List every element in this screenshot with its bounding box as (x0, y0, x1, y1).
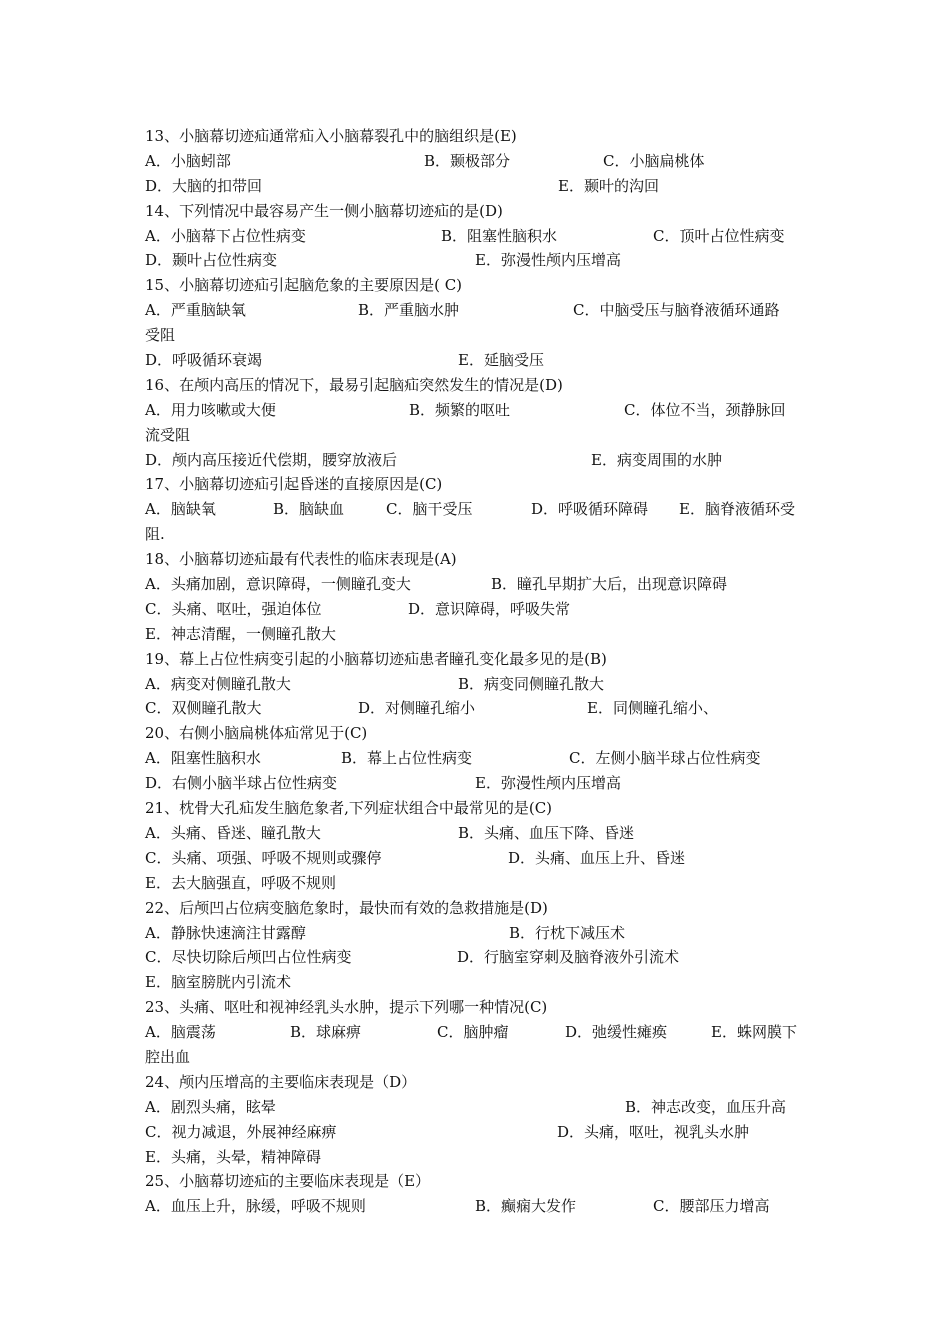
option-c: C．尽快切除后颅凹占位性病变 (145, 948, 352, 967)
option-e: E．颞叶的沟回 (558, 176, 659, 195)
question-15-options-row-3 (145, 348, 810, 373)
option-e-continued: 阻. (145, 525, 165, 544)
option-c: C．左侧小脑半球占位性病变 (569, 749, 761, 768)
question-23-options-row-1 (145, 1020, 810, 1045)
option-c: C．小脑扁桃体 (603, 151, 705, 170)
question-18-options-row-3 (145, 622, 810, 647)
question-20-options-row-2 (145, 771, 810, 796)
option-c: C．头痛、呕吐，强迫体位 (145, 599, 322, 618)
option-e: E．头痛，头晕，精神障碍 (145, 1147, 321, 1166)
option-d: D．呼吸循环衰竭 (145, 351, 263, 370)
option-b: B．阻塞性脑积水 (441, 226, 558, 245)
option-b: B．病变同侧瞳孔散大 (458, 674, 605, 693)
question-24-options-row-1 (145, 1095, 810, 1120)
question-24-options-row-2 (145, 1120, 810, 1145)
question-13-options-row-2 (145, 174, 810, 199)
option-d: D．对侧瞳孔缩小 (358, 699, 476, 718)
option-a: A．用力咳嗽或大便 (145, 400, 276, 419)
option-b: B．癫痫大发作 (475, 1197, 577, 1216)
document-page (145, 124, 810, 1219)
option-d: D．呼吸循环障碍 (531, 500, 649, 519)
option-a: A．严重脑缺氧 (145, 301, 246, 320)
question-22-stem: 22、后颅凹占位病变脑危象时，最快而有效的急救措施是(D) (145, 898, 548, 917)
option-a: A．脑缺氧 (145, 500, 216, 519)
option-c: C．腰部压力增高 (653, 1197, 770, 1216)
question-23-options-row-2 (145, 1045, 810, 1070)
option-a: A．小脑幕下占位性病变 (145, 226, 306, 245)
option-a: A．病变对侧瞳孔散大 (145, 674, 291, 693)
option-b: B．频繁的呕吐 (409, 400, 511, 419)
option-e: E．蛛网膜下 (711, 1023, 797, 1042)
option-d: D．右侧小脑半球占位性病变 (145, 774, 338, 793)
option-e: E．延脑受压 (458, 351, 544, 370)
question-21-stem: 21、枕骨大孔疝发生脑危象者,下列症状组合中最常见的是(C) (145, 799, 553, 818)
option-b: B．头痛、血压下降、昏迷 (458, 823, 635, 842)
option-a: A．小脑蚓部 (145, 151, 231, 170)
question-17-options-row-1 (145, 497, 810, 522)
option-a: A．阻塞性脑积水 (145, 749, 261, 768)
option-a: A．剧烈头痛，眩晕 (145, 1097, 276, 1116)
option-b: B．行枕下减压术 (509, 923, 626, 942)
option-d: D．颞叶占位性病变 (145, 251, 278, 270)
option-e: E．神志清醒，一侧瞳孔散大 (145, 624, 336, 643)
question-23-stem: 23、头痛、呕吐和视神经乳头水肿，提示下列哪一种情况(C) (145, 998, 548, 1017)
option-e: E．病变周围的水肿 (591, 450, 722, 469)
option-b: B．严重脑水肿 (358, 301, 460, 320)
option-d: D．大脑的扣带回 (145, 176, 263, 195)
option-b: B．瞳孔早期扩大后，出现意识障碍 (491, 575, 728, 594)
option-c: C．中脑受压与脑脊液循环通路 (573, 301, 780, 320)
option-d: D．头痛，呕吐，视乳头水肿 (557, 1122, 750, 1141)
option-b: B．颞极部分 (424, 151, 511, 170)
option-e-continued: 腔出血 (145, 1047, 191, 1066)
question-21-options-row-3 (145, 871, 810, 896)
question-16-options-row-1 (145, 398, 810, 423)
question-21-options-row-1 (145, 821, 810, 846)
option-e: E．弥漫性颅内压增高 (475, 774, 621, 793)
option-b: B．球麻痹 (290, 1023, 362, 1042)
option-a: A．头痛加剧，意识障碍，一侧瞳孔变大 (145, 575, 411, 594)
option-c: C．顶叶占位性病变 (653, 226, 785, 245)
option-c: C．体位不当，颈静脉回 (624, 400, 786, 419)
option-c-continued: 流受阻 (145, 425, 191, 444)
option-e: E．同侧瞳孔缩小、 (587, 699, 718, 718)
option-d: D．弛缓性瘫痪 (565, 1023, 668, 1042)
question-25-stem: 25、小脑幕切迹疝的主要临床表现是（E） (145, 1172, 431, 1191)
question-15-stem: 15、小脑幕切迹疝引起脑危象的主要原因是( C) (145, 276, 463, 295)
question-16-stem: 16、在颅内高压的情况下，最易引起脑疝突然发生的情况是(D) (145, 375, 563, 394)
question-17-options-row-2 (145, 522, 810, 547)
question-19-options-row-1 (145, 672, 810, 697)
question-13-stem: 13、小脑幕切迹疝通常疝入小脑幕裂孔中的脑组织是(E) (145, 127, 517, 145)
option-b: B．脑缺血 (273, 500, 345, 519)
option-c: C．双侧瞳孔散大 (145, 699, 262, 718)
question-15-options-row-1 (145, 298, 810, 323)
option-e: E．弥漫性颅内压增高 (475, 251, 621, 270)
question-18-stem: 18、小脑幕切迹疝最有代表性的临床表现是(A) (145, 550, 457, 569)
question-25-options-row-1 (145, 1194, 810, 1219)
question-20-stem: 20、右侧小脑扁桃体疝常见于(C) (145, 724, 368, 743)
option-c: C．视力减退，外展神经麻痹 (145, 1122, 337, 1141)
question-14-stem: 14、下列情况中最容易产生一侧小脑幕切迹疝的是(D) (145, 201, 503, 220)
option-e: E．脑室膀胱内引流术 (145, 973, 291, 992)
option-d: D．行脑室穿刺及脑脊液外引流术 (457, 948, 680, 967)
question-22-options-row-2 (145, 945, 810, 970)
question-22-options-row-3 (145, 970, 810, 995)
question-24-stem: 24、颅内压增高的主要临床表现是（D） (145, 1072, 417, 1091)
question-21-options-row-2 (145, 846, 810, 871)
option-d: D．颅内高压接近代偿期，腰穿放液后 (145, 450, 398, 469)
question-22-options-row-1 (145, 921, 810, 946)
question-16-options-row-2 (145, 423, 810, 448)
question-17-stem: 17、小脑幕切迹疝引起昏迷的直接原因是(C) (145, 475, 443, 494)
option-b: B．幕上占位性病变 (341, 749, 473, 768)
option-d: D．头痛、血压上升、昏迷 (508, 848, 686, 867)
option-a: A．头痛、昏迷、瞳孔散大 (145, 823, 321, 842)
question-20-options-row-1 (145, 746, 810, 771)
option-d: D．意识障碍，呼吸失常 (408, 599, 571, 618)
question-13-options-row-1 (145, 149, 810, 174)
question-18-options-row-1 (145, 572, 810, 597)
question-14-options-row-2 (145, 248, 810, 273)
option-e: E．脑脊液循环受 (679, 500, 795, 519)
question-14-options-row-1 (145, 224, 810, 249)
option-e: E．去大脑强直，呼吸不规则 (145, 873, 336, 892)
question-16-options-row-3 (145, 448, 810, 473)
option-a: A．脑震荡 (145, 1023, 216, 1042)
option-b: B．神志改变，血压升高 (625, 1097, 787, 1116)
question-19-stem: 19、幕上占位性病变引起的小脑幕切迹疝患者瞳孔变化最多见的是(B) (145, 649, 607, 668)
option-c: C．头痛、项强、呼吸不规则或骤停 (145, 848, 382, 867)
option-a: A．静脉快速滴注甘露醇 (145, 923, 306, 942)
option-c: C．脑干受压 (386, 500, 473, 519)
option-c-continued: 受阻 (145, 326, 176, 345)
option-c: C．脑肿瘤 (437, 1023, 509, 1042)
question-18-options-row-2 (145, 597, 810, 622)
question-24-options-row-3 (145, 1145, 810, 1170)
question-19-options-row-2 (145, 696, 810, 721)
question-15-options-row-2 (145, 323, 810, 348)
option-a: A．血压上升，脉缓，呼吸不规则 (145, 1197, 366, 1216)
